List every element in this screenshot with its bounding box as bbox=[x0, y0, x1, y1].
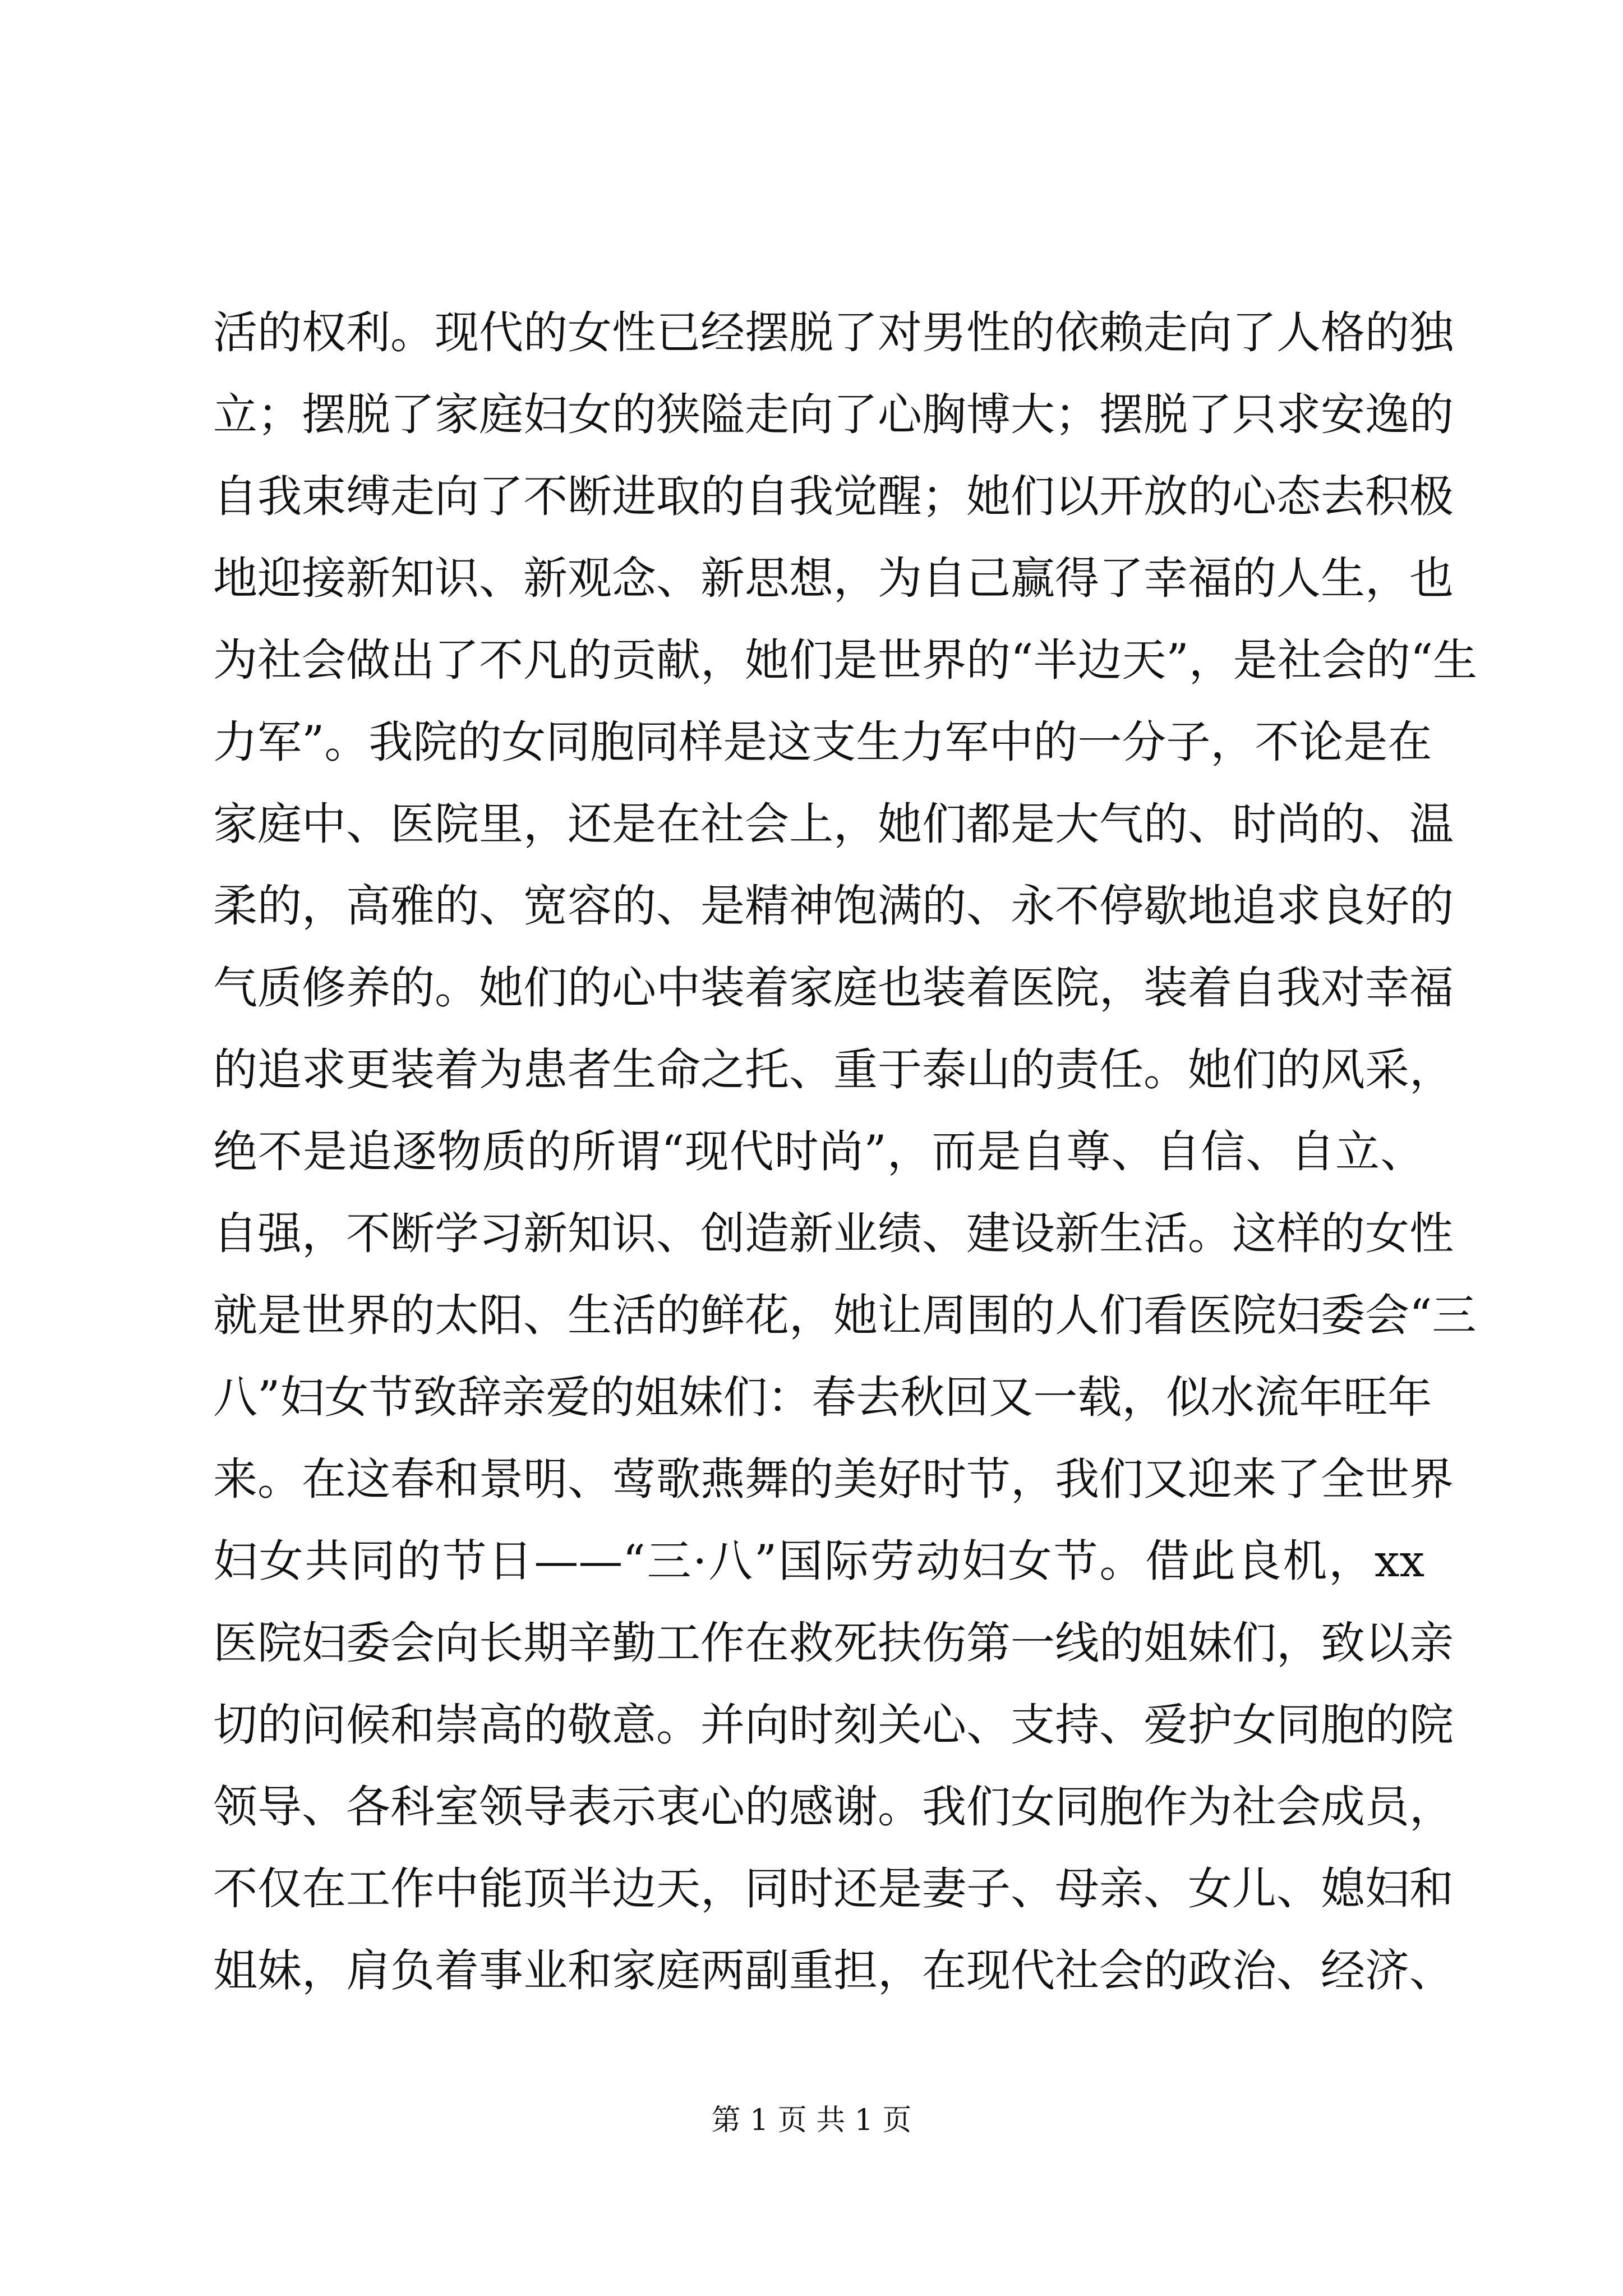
text-line: 八”妇女节致辞亲爱的姐妹们：春去秋回又一载，似水流年旺年 bbox=[213, 1372, 1432, 1423]
text-line: 为社会做出了不凡的贡献，她们是世界的“半边天”，是社会的“生 bbox=[213, 634, 1478, 686]
text-line: 柔的，高雅的、宽容的、是精神饱满的、永不停歇地追求良好的 bbox=[213, 880, 1454, 932]
page-footer: 第 1 页 共 1 页 bbox=[711, 2104, 912, 2137]
text-line: 立；摆脱了家庭妇女的狭隘走向了心胸博大；摆脱了只求安逸的 bbox=[213, 389, 1454, 440]
text-line: 切的问候和崇高的敬意。并向时刻关心、支持、爱护女同胞的院 bbox=[213, 1699, 1454, 1751]
text-line: 姐妹，肩负着事业和家庭两副重担，在现代社会的政治、经济、 bbox=[213, 1945, 1454, 1996]
text-line: 医院妇委会向长期辛勤工作在救死扶伤第一线的姐妹们，致以亲 bbox=[213, 1617, 1454, 1669]
text-line: 绝不是追逐物质的所谓“现代时尚”，而是自尊、自信、自立、 bbox=[213, 1126, 1424, 1177]
text-line: 地迎接新知识、新观念、新思想，为自己赢得了幸福的人生，也 bbox=[213, 553, 1454, 604]
text-line: 活的权利。现代的女性已经摆脱了对男性的依赖走向了人格的独 bbox=[213, 307, 1454, 358]
text-line: 自强，不断学习新知识、创造新业绩、建设新生活。这样的女性 bbox=[213, 1208, 1454, 1259]
text-line: 气质修养的。她们的心中装着家庭也装着医院，装着自我对幸福 bbox=[213, 962, 1454, 1014]
text-line: 妇女共同的节日——“三·八”国际劳动妇女节。借此良机，xx bbox=[213, 1535, 1424, 1587]
body-text bbox=[213, 292, 1478, 2012]
text-line: 的追求更装着为患者生命之托、重于泰山的责任。她们的风采， bbox=[213, 1044, 1454, 1096]
text-line: 来。在这春和景明、莺歌燕舞的美好时节，我们又迎来了全世界 bbox=[213, 1453, 1454, 1505]
text-line: 领导、各科室领导表示衷心的感谢。我们女同胞作为社会成员， bbox=[213, 1781, 1454, 1833]
text-line: 力军”。我院的女同胞同样是这支生力军中的一分子，不论是在 bbox=[213, 716, 1432, 768]
text-line: 自我束缚走向了不断进取的自我觉醒；她们以开放的心态去积极 bbox=[213, 471, 1454, 522]
text-line: 家庭中、医院里，还是在社会上，她们都是大气的、时尚的、温 bbox=[213, 798, 1454, 850]
text-line: 不仅在工作中能顶半边天，同时还是妻子、母亲、女儿、媳妇和 bbox=[213, 1863, 1454, 1915]
text-line: 就是世界的太阳、生活的鲜花，她让周围的人们看医院妇委会“三 bbox=[213, 1290, 1477, 1341]
